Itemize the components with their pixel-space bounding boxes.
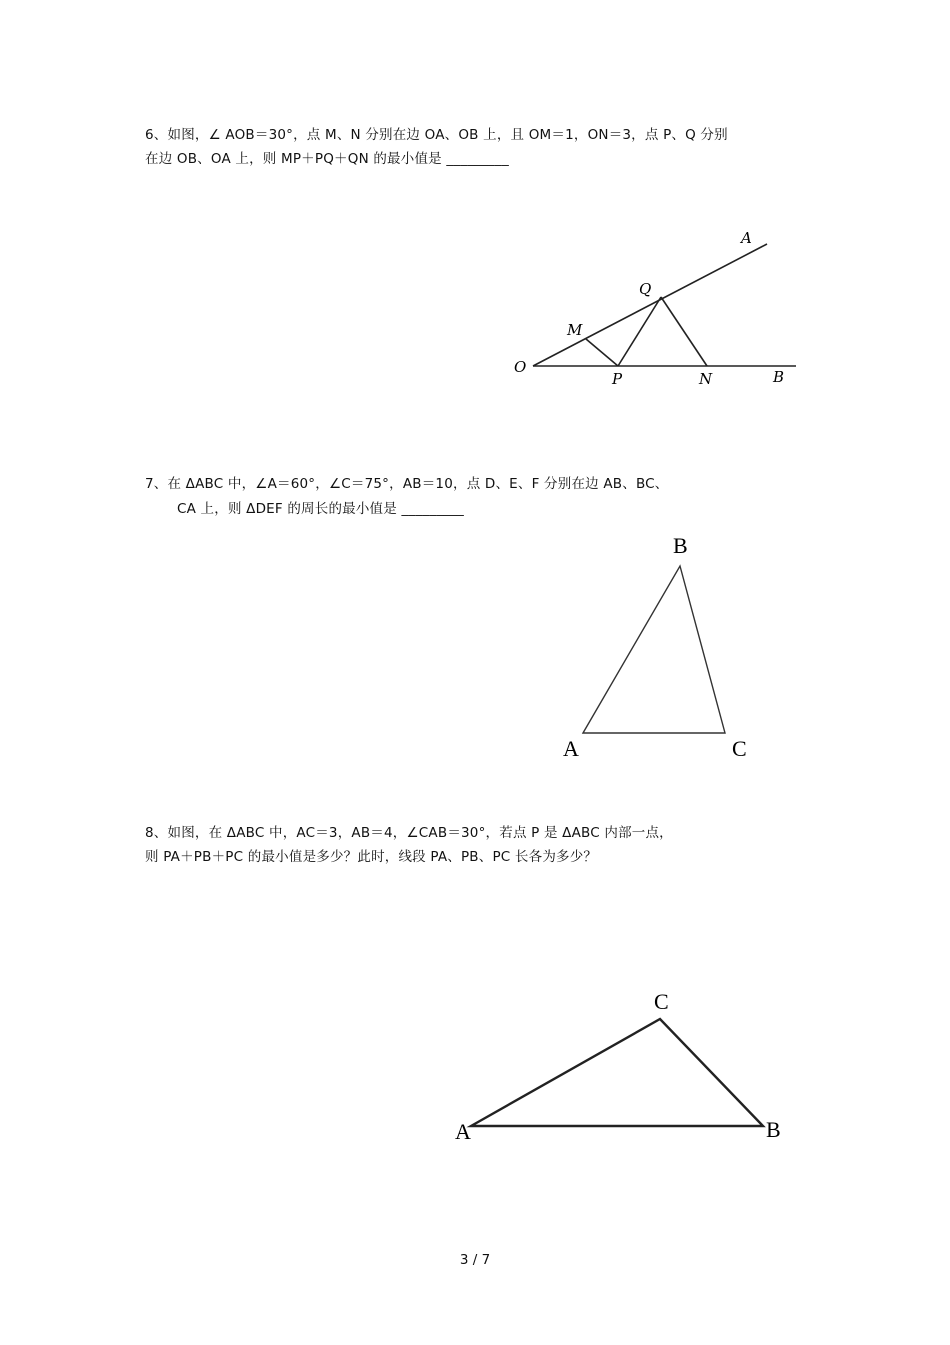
label-B: B <box>766 1117 781 1142</box>
triangle-ABC <box>471 1019 763 1126</box>
label-O: O <box>514 358 527 376</box>
label-C: C <box>654 989 669 1014</box>
problem-7-figure <box>553 525 763 770</box>
label-C: C <box>732 736 747 761</box>
page-number: 3 / 7 <box>459 1252 491 1268</box>
label-M: M <box>567 321 583 339</box>
segment-QN <box>661 297 707 366</box>
problem-8-figure <box>450 985 790 1145</box>
segment-MP <box>586 339 618 366</box>
label-N: N <box>699 370 713 388</box>
problem-7-line-1: 7、在 ΔABC 中，∠A＝60°，∠C＝75°，AB＝10，点 D、E、F 分别在边 AB、BC、 <box>145 476 669 492</box>
label-A: A <box>455 1119 471 1144</box>
label-A: A <box>563 736 579 761</box>
label-P: P <box>612 370 623 388</box>
label-B: B <box>773 368 785 386</box>
segment-PQ <box>618 297 661 366</box>
problem-8-line-2: 则 PA＋PB＋PC 的最小值是多少？此时，线段 PA、PB、PC 长各为多少？ <box>145 849 598 865</box>
problem-6-line-1: 6、如图，∠ AOB＝30°，点 M、N 分别在边 OA、OB 上，且 OM＝1，ON＝3，点 P、Q 分别 <box>145 127 728 143</box>
label-Q: Q <box>639 280 652 298</box>
problem-6-figure <box>500 220 810 400</box>
ray-OA <box>533 244 767 366</box>
label-A: A <box>741 229 752 247</box>
triangle-ABC <box>583 566 725 733</box>
problem-8-line-1: 8、如图，在 ΔABC 中，AC＝3，AB＝4，∠CAB＝30°，若点 P 是 ΔABC 内部一点， <box>145 825 673 841</box>
problem-6-line-2: 在边 OB、OA 上，则 MP＋PQ＋QN 的最小值是 _________ <box>145 151 509 167</box>
label-B: B <box>673 533 688 558</box>
problem-7-line-2: CA 上，则 ΔDEF 的周长的最小值是 _________ <box>177 501 465 517</box>
